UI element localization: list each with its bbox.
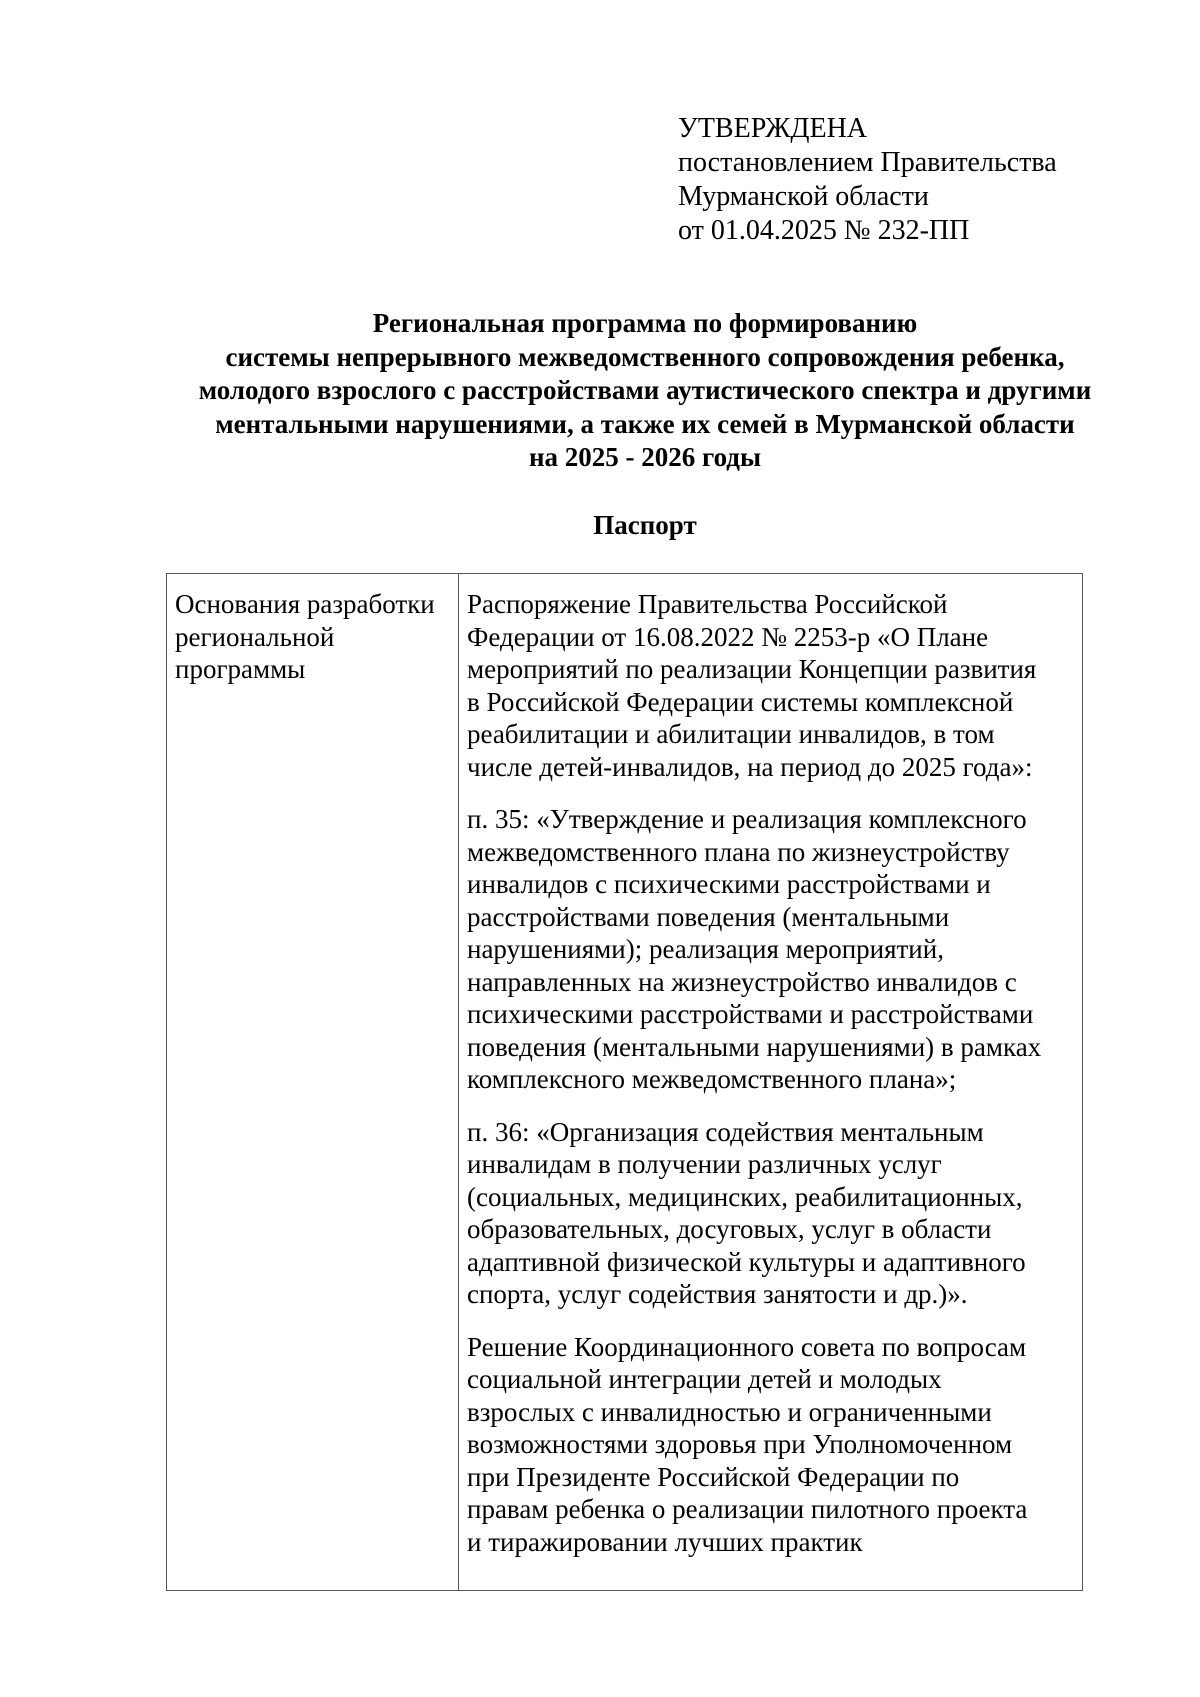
- value-line: межведомственного плана по жизнеустройству: [467, 836, 1010, 867]
- value-line: расстройствами поведения (ментальными: [467, 901, 950, 932]
- value-line: мероприятий по реализации Концепции развития: [467, 654, 1037, 684]
- value-line: и тиражировании лучших практик: [467, 1526, 863, 1557]
- passport-heading: Паспорт: [593, 510, 697, 540]
- value-line: реабилитации и абилитации инвалидов, в том: [467, 719, 995, 749]
- table-label-cell: [167, 574, 459, 1590]
- approval-stamp: [678, 112, 1057, 248]
- value-line: (социальных, медицинских, реабилитационных,: [467, 1181, 1023, 1212]
- label-line: Основания разработки: [175, 589, 435, 619]
- value-line: социальной интеграции детей и молодых: [467, 1364, 942, 1394]
- value-line: Федерации от 16.08.2022 № 2253-р «О Плане: [467, 621, 989, 652]
- passport-table: [166, 573, 1083, 1591]
- label-line: региональной: [175, 621, 335, 652]
- value-line: инвалидов с психическими расстройствами и: [467, 869, 991, 899]
- value-line: в Российской Федерации системы комплексной: [467, 686, 1014, 717]
- value-line: направленных на жизнеустройство инвалидов с: [467, 966, 1017, 997]
- value-line: нарушениями); реализация мероприятий,: [467, 934, 944, 964]
- value-line: спорта, услуг содействия занятости и др.)».: [467, 1279, 968, 1309]
- table-value-cell: [459, 574, 1082, 1590]
- value-line: психическими расстройствами и расстройствами: [467, 999, 1034, 1029]
- approval-line: от 01.04.2025 № 232-ПП: [678, 215, 970, 246]
- approval-line: Мурманской области: [678, 181, 929, 212]
- title-line: молодого взрослого с расстройствами аутистического спектра и другими: [198, 375, 1092, 405]
- value-line: образовательных, досуговых, услуг в области: [467, 1214, 992, 1244]
- document-title: [0, 307, 1200, 475]
- value-line: комплексного межведомственного плана»;: [467, 1064, 957, 1094]
- value-line: п. 36: «Организация содействия ментальным: [467, 1116, 984, 1147]
- title-line: Региональная программа по формированию: [372, 308, 918, 338]
- value-paragraph: [467, 588, 1082, 783]
- value-line: числе детей-инвалидов, на период до 2025 года»:: [467, 751, 1033, 782]
- value-line: возможностями здоровья при Уполномоченном: [467, 1429, 1013, 1459]
- value-line: Распоряжение Правительства Российской: [467, 589, 948, 619]
- value-paragraph: [467, 803, 1082, 1096]
- label-line: программы: [175, 654, 306, 684]
- approval-line: УТВЕРЖДЕНА: [678, 113, 868, 144]
- value-paragraph: [467, 1331, 1082, 1559]
- title-line: на 2025 - 2026 годы: [528, 442, 762, 472]
- value-paragraph: [467, 1116, 1082, 1311]
- value-line: взрослых с инвалидностью и ограниченными: [467, 1396, 992, 1427]
- title-line: системы непрерывного межведомственного сопровождения ребенка,: [225, 341, 1065, 372]
- value-line: при Президенте Российской Федерации по: [467, 1461, 960, 1492]
- value-line: адаптивной физической культуры и адаптивного: [467, 1246, 1026, 1277]
- value-line: поведения (ментальными нарушениями) в рамках: [467, 1031, 1042, 1062]
- value-line: инвалидам в получении различных услуг: [467, 1149, 942, 1179]
- title-line: ментальными нарушениями, а также их семей в Мурманской области: [215, 408, 1075, 439]
- value-line: правам ребенка о реализации пилотного проекта: [467, 1494, 1028, 1524]
- value-line: Решение Координационного совета по вопросам: [467, 1331, 1027, 1362]
- approval-line: постановлением Правительства: [678, 147, 1057, 178]
- value-line: п. 35: «Утверждение и реализация комплексного: [467, 804, 1027, 834]
